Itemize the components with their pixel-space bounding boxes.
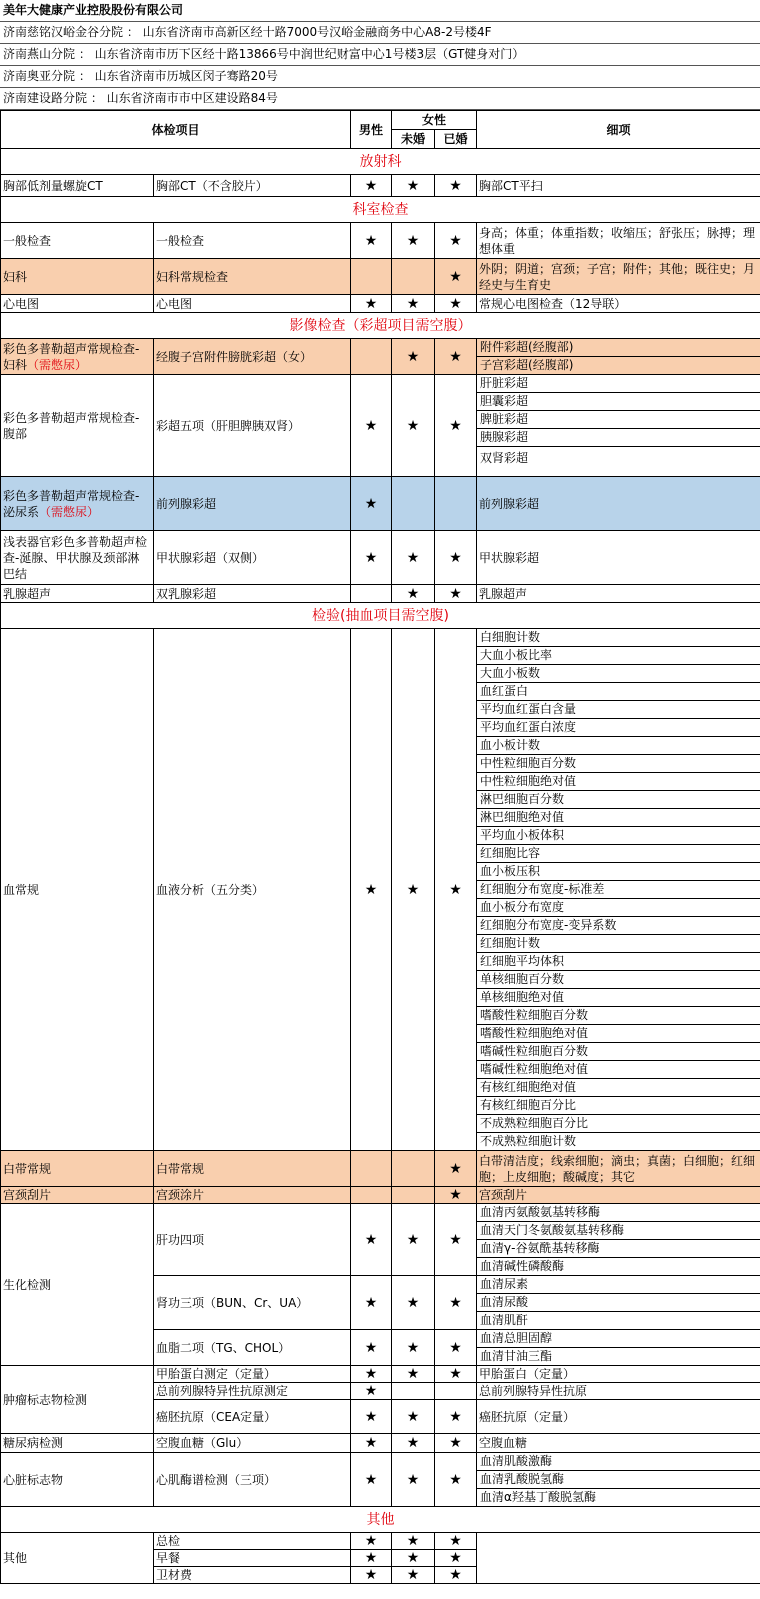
star-married: ★ (435, 223, 477, 259)
category-cell: 乳腺超声 (1, 585, 154, 603)
item-cell: 经腹子宫附件膀胱彩超（女） (154, 339, 351, 375)
header-female: 女性 (392, 111, 477, 130)
section-title: 科室检查 (1, 197, 760, 223)
empty-unmarried (392, 259, 435, 295)
empty-unmarried (392, 1151, 435, 1187)
header-married: 已婚 (435, 130, 477, 149)
star-married: ★ (435, 629, 477, 1151)
item-cell: 心电图 (154, 295, 351, 313)
category-cell: 彩色多普勒超声常规检查-妇科（需憋尿） (1, 339, 154, 375)
detail-cell: 白细胞计数 大血小板比率 大血小板数 血红蛋白 平均血红蛋白含量 平均血红蛋白浓度 血小板计数 中性粒细胞百分数 中性粒细胞绝对值 淋巴细胞百分数 淋巴细胞绝对值 平均血小板体积 红细胞比容 血小板压积 红细胞分布宽度-标准差 血小板分布宽度 红细胞分布宽度-变异系数 红细胞计数 红细胞平均体积 单核细胞百分数 单核细胞绝对值 嗜酸性粒细胞百分数 嗜酸性粒细胞绝对值 嗜碱性粒细胞百分数 嗜碱性粒细胞绝对值 有核红细胞绝对值 有核红细胞百分比 不成熟粒细胞百分比 不成熟粒细胞计数 (477, 629, 760, 1151)
empty-married (435, 1383, 477, 1400)
detail-cell: 血清尿素 血清尿酸 血清肌酐 (477, 1276, 760, 1330)
category-cell: 彩色多普勒超声常规检查-泌尿系（需憋尿） (1, 477, 154, 531)
star-married: ★ (435, 375, 477, 477)
star-unmarried: ★ (392, 1550, 435, 1567)
header-unmarried: 未婚 (392, 130, 435, 149)
item-cell: 彩超五项（肝胆脾胰双肾） (154, 375, 351, 477)
star-married: ★ (435, 1187, 477, 1204)
star-married: ★ (435, 259, 477, 295)
star-unmarried: ★ (392, 375, 435, 477)
category-cell: 其他 (1, 1533, 154, 1584)
item-cell: 总检 (154, 1533, 351, 1550)
star-male: ★ (351, 1330, 392, 1366)
star-unmarried: ★ (392, 1533, 435, 1550)
detail-cell: 附件彩超(经腹部) 子宫彩超(经腹部) (477, 339, 760, 375)
star-married: ★ (435, 175, 477, 197)
empty-male (351, 1151, 392, 1187)
star-unmarried: ★ (392, 1400, 435, 1434)
star-married: ★ (435, 1567, 477, 1584)
category-cell: 胸部低剂量螺旋CT (1, 175, 154, 197)
star-unmarried: ★ (392, 295, 435, 313)
category-cell: 糖尿病检测 (1, 1434, 154, 1453)
empty-unmarried (392, 1187, 435, 1204)
checkup-table (0, 110, 760, 1584)
star-married: ★ (435, 585, 477, 603)
item-cell: 血脂二项（TG、CHOL） (154, 1330, 351, 1366)
star-male: ★ (351, 629, 392, 1151)
star-married: ★ (435, 1453, 477, 1507)
empty-married (435, 477, 477, 531)
star-married: ★ (435, 1151, 477, 1187)
item-cell: 前列腺彩超 (154, 477, 351, 531)
detail-cell: 外阴；阴道；宫颈；子宫；附件；其他；既往史；月经史与生育史 (477, 259, 760, 295)
branch-line: 济南慈铭汉峪金谷分院 ： 山东省济南市高新区经十路7000号汉峪金融商务中心A8-2号楼4F (0, 22, 760, 44)
branch-line: 济南建设路分院 ： 山东省济南市市中区建设路84号 (0, 88, 760, 110)
category-cell: 彩色多普勒超声常规检查-腹部 (1, 375, 154, 477)
star-male: ★ (351, 1366, 392, 1383)
star-married: ★ (435, 1330, 477, 1366)
star-male: ★ (351, 1276, 392, 1330)
section-title: 检验(抽血项目需空腹) (1, 603, 760, 629)
item-cell: 甲状腺彩超（双侧） (154, 531, 351, 585)
detail-cell (477, 1533, 760, 1584)
detail-cell: 前列腺彩超 (477, 477, 760, 531)
star-male: ★ (351, 223, 392, 259)
star-married: ★ (435, 1204, 477, 1276)
item-cell: 宫颈涂片 (154, 1187, 351, 1204)
star-married: ★ (435, 1434, 477, 1453)
star-unmarried: ★ (392, 1204, 435, 1276)
star-married: ★ (435, 1533, 477, 1550)
branch-line: 济南燕山分院 ： 山东省济南市历下区经十路13866号中润世纪财富中心1号楼3层（GT健身对门） (0, 44, 760, 66)
item-cell: 胸部CT（不含胶片） (154, 175, 351, 197)
detail-cell: 空腹血糖 (477, 1434, 760, 1453)
star-unmarried: ★ (392, 1330, 435, 1366)
detail-cell: 乳腺超声 (477, 585, 760, 603)
star-married: ★ (435, 295, 477, 313)
star-married: ★ (435, 1366, 477, 1383)
empty-male (351, 1187, 392, 1204)
empty-male (351, 585, 392, 603)
category-cell: 浅表器官彩色多普勒超声检查-涎腺、甲状腺及颈部淋巴结 (1, 531, 154, 585)
header-item: 体检项目 (1, 111, 351, 149)
star-unmarried: ★ (392, 1567, 435, 1584)
detail-cell: 常规心电图检查（12导联） (477, 295, 760, 313)
star-unmarried: ★ (392, 1366, 435, 1383)
item-cell: 总前列腺特异性抗原测定 (154, 1383, 351, 1400)
category-cell: 一般检查 (1, 223, 154, 259)
detail-cell: 血清肌酸激酶 血清乳酸脱氢酶 血清α羟基丁酸脱氢酶 (477, 1453, 760, 1507)
item-cell: 白带常规 (154, 1151, 351, 1187)
star-male: ★ (351, 1204, 392, 1276)
section-title: 放射科 (1, 149, 760, 175)
item-cell: 甲胎蛋白测定（定量） (154, 1366, 351, 1383)
item-cell: 肝功四项 (154, 1204, 351, 1276)
detail-cell: 癌胚抗原（定量） (477, 1400, 760, 1434)
item-cell: 空腹血糖（Glu） (154, 1434, 351, 1453)
item-cell: 一般检查 (154, 223, 351, 259)
star-male: ★ (351, 295, 392, 313)
item-cell: 肾功三项（BUN、Cr、UA） (154, 1276, 351, 1330)
star-unmarried: ★ (392, 223, 435, 259)
detail-cell: 血清丙氨酸氨基转移酶 血清天门冬氨酸氨基转移酶 血清γ-谷氨酰基转移酶 血清碱性磷酸酶 (477, 1204, 760, 1276)
star-male: ★ (351, 1434, 392, 1453)
item-cell: 心肌酶谱检测（三项） (154, 1453, 351, 1507)
item-cell: 妇科常规检查 (154, 259, 351, 295)
star-unmarried: ★ (392, 1434, 435, 1453)
header-male: 男性 (351, 111, 392, 149)
branch-line: 济南奥亚分院 ： 山东省济南市历城区闵子骞路20号 (0, 66, 760, 88)
category-cell: 心电图 (1, 295, 154, 313)
item-cell: 早餐 (154, 1550, 351, 1567)
star-married: ★ (435, 1276, 477, 1330)
star-male: ★ (351, 1550, 392, 1567)
detail-cell: 血清总胆固醇 血清甘油三酯 (477, 1330, 760, 1366)
star-unmarried: ★ (392, 629, 435, 1151)
detail-cell: 总前列腺特异性抗原 (477, 1383, 760, 1400)
company-name: 美年大健康产业控股股份有限公司 (0, 0, 760, 22)
star-male: ★ (351, 175, 392, 197)
section-title: 影像检查（彩超项目需空腹） (1, 313, 760, 339)
star-male: ★ (351, 1383, 392, 1400)
category-cell: 宫颈刮片 (1, 1187, 154, 1204)
detail-cell: 甲状腺彩超 (477, 531, 760, 585)
item-cell: 癌胚抗原（CEA定量） (154, 1400, 351, 1434)
detail-cell: 胸部CT平扫 (477, 175, 760, 197)
detail-cell: 宫颈刮片 (477, 1187, 760, 1204)
star-married: ★ (435, 1550, 477, 1567)
empty-unmarried (392, 1383, 435, 1400)
empty-male (351, 339, 392, 375)
empty-unmarried (392, 477, 435, 531)
empty-male (351, 259, 392, 295)
category-cell: 白带常规 (1, 1151, 154, 1187)
star-unmarried: ★ (392, 175, 435, 197)
star-male: ★ (351, 1533, 392, 1550)
category-cell: 妇科 (1, 259, 154, 295)
item-cell: 血液分析（五分类） (154, 629, 351, 1151)
item-cell: 卫材费 (154, 1567, 351, 1584)
star-unmarried: ★ (392, 1453, 435, 1507)
star-married: ★ (435, 339, 477, 375)
star-male: ★ (351, 1567, 392, 1584)
section-title: 其他 (1, 1507, 760, 1533)
category-cell: 肿瘤标志物检测 (1, 1366, 154, 1434)
category-cell: 生化检测 (1, 1204, 154, 1366)
star-male: ★ (351, 531, 392, 585)
star-married: ★ (435, 1400, 477, 1434)
category-cell: 心脏标志物 (1, 1453, 154, 1507)
star-unmarried: ★ (392, 531, 435, 585)
item-cell: 双乳腺彩超 (154, 585, 351, 603)
detail-cell: 身高；体重；体重指数；收缩压；舒张压；脉搏；理想体重 (477, 223, 760, 259)
star-male: ★ (351, 477, 392, 531)
star-male: ★ (351, 1453, 392, 1507)
star-married: ★ (435, 531, 477, 585)
star-unmarried: ★ (392, 585, 435, 603)
detail-cell: 甲胎蛋白（定量） (477, 1366, 760, 1383)
star-male: ★ (351, 375, 392, 477)
header-detail: 细项 (477, 111, 760, 149)
star-male: ★ (351, 1400, 392, 1434)
star-unmarried: ★ (392, 1276, 435, 1330)
star-unmarried: ★ (392, 339, 435, 375)
detail-cell: 白带清洁度；线索细胞；滴虫；真菌；白细胞；红细胞；上皮细胞；酸碱度；其它 (477, 1151, 760, 1187)
category-cell: 血常规 (1, 629, 154, 1151)
detail-cell: 肝脏彩超 胆囊彩超 脾脏彩超 胰腺彩超 双肾彩超 (477, 375, 760, 477)
